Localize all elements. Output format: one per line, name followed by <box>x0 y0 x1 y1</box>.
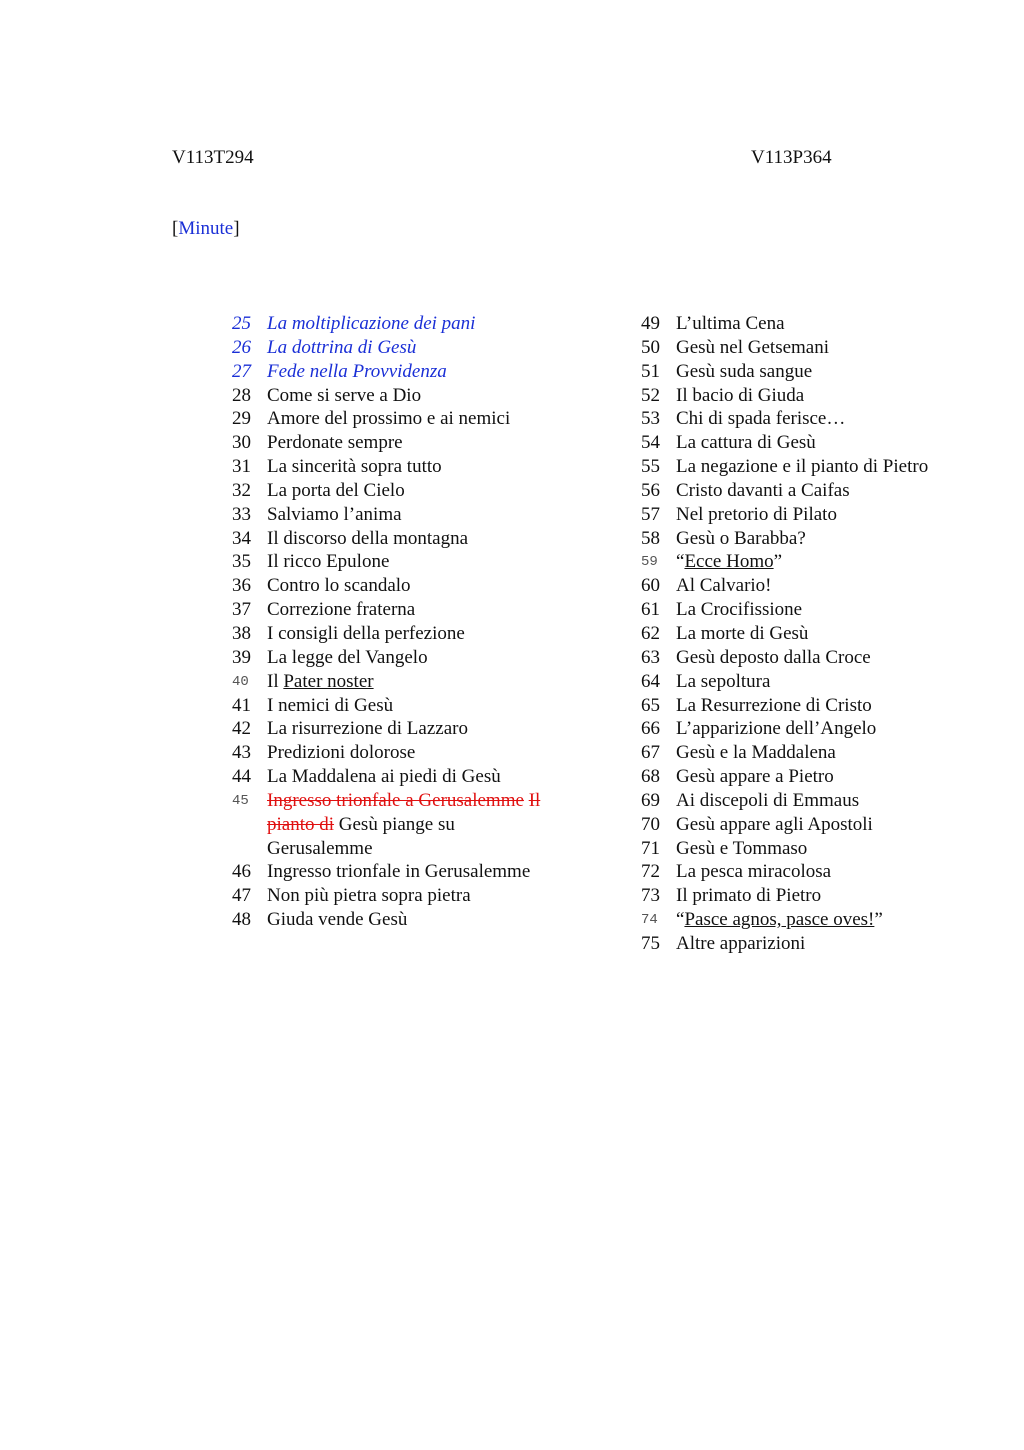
chapter-number: 75 <box>641 932 660 954</box>
underlined-title: Pasce agnos, pasce oves! <box>684 909 875 931</box>
chapter-row <box>641 765 941 789</box>
chapter-row <box>641 479 941 503</box>
chapter-row <box>232 884 562 908</box>
chapter-row <box>641 503 941 527</box>
chapter-title: La Crocifissione <box>676 599 803 621</box>
chapter-row <box>232 908 562 932</box>
bracket-open: [ <box>172 218 179 239</box>
chapter-title: La sepoltura <box>676 670 771 692</box>
chapter-row <box>641 527 941 551</box>
chapter-row <box>641 717 941 741</box>
chapter-row <box>641 646 941 670</box>
chapter-row <box>232 670 562 694</box>
chapter-row <box>232 765 562 789</box>
chapter-number: 66 <box>641 718 660 740</box>
chapter-title: Il discorso della montagna <box>267 527 469 549</box>
chapter-row <box>232 455 562 479</box>
chapter-number: 49 <box>641 313 660 334</box>
chapter-title: Giuda vende Gesù <box>267 909 408 931</box>
deleted-text: Ingresso trionfale a Gerusalemme <box>267 789 524 811</box>
chapter-row <box>641 813 941 837</box>
chapter-title <box>267 670 562 694</box>
chapter-title: Predizioni dolorose <box>267 742 416 764</box>
chapter-number: 73 <box>641 885 660 907</box>
corrected-title: Gesù piange su Gerusalemme <box>267 813 455 859</box>
chapter-number: 63 <box>641 646 660 668</box>
chapter-number: 70 <box>641 813 660 835</box>
chapter-number: 72 <box>641 861 660 883</box>
chapter-row <box>232 503 562 527</box>
chapter-row <box>232 336 562 360</box>
chapter-number: 55 <box>641 456 660 478</box>
chapter-number: 27 <box>232 360 251 382</box>
chapter-row <box>641 360 941 384</box>
chapter-number: 51 <box>641 360 660 382</box>
chapter-number: 50 <box>641 336 660 358</box>
chapter-title: Gesù e la Maddalena <box>676 742 836 764</box>
chapter-row <box>641 789 941 813</box>
chapter-title: La moltiplicazione dei pani <box>267 313 476 334</box>
chapter-number: 34 <box>232 527 251 549</box>
chapter-row <box>641 741 941 765</box>
chapter-title: Gesù appare agli Apostoli <box>676 813 873 835</box>
chapter-title: Nel pretorio di Pilato <box>676 503 837 525</box>
chapter-row <box>232 574 562 598</box>
chapter-title: Salviamo l’anima <box>267 503 402 525</box>
chapter-title: Gesù e Tommaso <box>676 837 808 859</box>
chapter-number: 68 <box>641 766 660 788</box>
chapter-number: 38 <box>232 622 251 644</box>
title-suffix: ” <box>874 909 883 931</box>
chapter-number: 29 <box>232 408 251 430</box>
chapter-row <box>641 384 941 408</box>
chapter-number: 62 <box>641 622 660 644</box>
chapter-row <box>641 884 941 908</box>
chapter-number: 71 <box>641 837 660 859</box>
chapter-number: 31 <box>232 456 251 478</box>
bracket-close: ] <box>233 218 240 239</box>
chapter-number: 69 <box>641 789 660 811</box>
chapter-title: Gesù appare a Pietro <box>676 766 834 788</box>
chapter-title: Altre apparizioni <box>676 932 806 954</box>
chapter-number: 45 <box>232 792 249 809</box>
chapter-row <box>232 550 562 574</box>
chapter-title: I nemici di Gesù <box>267 694 394 716</box>
chapter-row <box>641 455 941 479</box>
chapter-row <box>232 717 562 741</box>
chapter-title: L’apparizione dell’Angelo <box>676 718 877 740</box>
chapter-number: 30 <box>232 432 251 454</box>
section-heading <box>172 217 240 241</box>
chapter-number: 41 <box>232 694 251 716</box>
chapter-number: 52 <box>641 384 660 406</box>
title-suffix: ” <box>773 551 783 573</box>
chapter-number: 60 <box>641 575 660 597</box>
chapter-row <box>232 384 562 408</box>
chapter-title: Contro lo scandalo <box>267 575 411 597</box>
chapter-number: 59 <box>641 554 658 571</box>
chapter-row <box>641 598 941 622</box>
chapter-title: Gesù deposto dalla Croce <box>676 646 871 668</box>
chapter-number: 33 <box>232 503 251 525</box>
chapter-row <box>232 646 562 670</box>
chapter-number: 65 <box>641 694 660 716</box>
chapter-number: 74 <box>641 912 658 929</box>
chapter-title: La legge del Vangelo <box>267 646 428 668</box>
chapter-title <box>267 789 562 861</box>
chapter-row <box>641 336 941 360</box>
chapter-number: 39 <box>232 646 251 668</box>
chapter-title: L’ultima Cena <box>676 313 785 334</box>
chapter-row <box>232 479 562 503</box>
chapter-number: 53 <box>641 408 660 430</box>
chapter-number: 26 <box>232 336 251 358</box>
chapter-number: 37 <box>232 599 251 621</box>
chapter-number: 61 <box>641 599 660 621</box>
chapter-number: 32 <box>232 479 251 501</box>
chapter-row <box>641 431 941 455</box>
chapter-title: Gesù o Barabba? <box>676 527 806 549</box>
chapter-title: Chi di spada ferisce… <box>676 408 846 430</box>
chapter-list-right <box>641 312 941 956</box>
chapter-title: Fede nella Provvidenza <box>267 360 447 382</box>
chapter-title: La risurrezione di Lazzaro <box>267 718 468 740</box>
chapter-title: La dottrina di Gesù <box>267 336 417 358</box>
document-code-left: V113T294 <box>172 147 254 168</box>
chapter-row <box>641 932 941 956</box>
chapter-title: La porta del Cielo <box>267 479 405 501</box>
chapter-row <box>641 550 941 574</box>
chapter-title: La Resurrezione di Cristo <box>676 694 872 716</box>
chapter-row <box>232 360 562 384</box>
chapter-number: 25 <box>232 313 251 334</box>
chapter-number: 56 <box>641 479 660 501</box>
chapter-title: Ai discepoli di Emmaus <box>676 789 860 811</box>
chapter-row <box>232 789 562 861</box>
chapter-title: La cattura di Gesù <box>676 432 816 454</box>
chapter-row <box>641 622 941 646</box>
chapter-row <box>641 908 941 932</box>
chapter-title: Il primato di Pietro <box>676 885 822 907</box>
chapter-title: La morte di Gesù <box>676 622 809 644</box>
chapter-row <box>641 860 941 884</box>
chapter-row <box>232 527 562 551</box>
chapter-row <box>232 860 562 884</box>
chapter-title: Gesù nel Getsemani <box>676 336 830 358</box>
chapter-title: Amore del prossimo e ai nemici <box>267 408 511 430</box>
chapter-title: Il ricco Epulone <box>267 551 390 573</box>
chapter-title: I consigli della perfezione <box>267 622 465 644</box>
chapter-number: 35 <box>232 551 251 573</box>
chapter-number: 42 <box>232 718 251 740</box>
chapter-title: La pesca miracolosa <box>676 861 832 883</box>
chapter-title: Non più pietra sopra pietra <box>267 885 471 907</box>
chapter-number: 67 <box>641 742 660 764</box>
chapter-number: 58 <box>641 527 660 549</box>
chapter-title: Correzione fraterna <box>267 599 416 621</box>
chapter-list-left <box>232 312 562 932</box>
chapter-number: 40 <box>232 673 249 690</box>
chapter-title: La sincerità sopra tutto <box>267 456 442 478</box>
chapter-number: 28 <box>232 384 251 406</box>
chapter-title: Il bacio di Giuda <box>676 384 805 406</box>
chapter-title <box>676 550 941 574</box>
chapter-title <box>676 908 941 932</box>
deleted-text: Il pianto di <box>267 789 541 835</box>
chapter-number: 64 <box>641 670 660 692</box>
chapter-number: 43 <box>232 742 251 764</box>
chapter-row <box>641 312 941 336</box>
chapter-title: La negazione e il pianto di Pietro <box>676 456 929 478</box>
chapter-row <box>232 312 562 336</box>
chapter-row <box>641 574 941 598</box>
chapter-row <box>641 670 941 694</box>
chapter-number: 44 <box>232 766 251 788</box>
chapter-row <box>641 694 941 718</box>
chapter-row <box>232 622 562 646</box>
chapter-number: 36 <box>232 575 251 597</box>
chapter-row <box>232 431 562 455</box>
chapter-title: Cristo davanti a Caifas <box>676 479 850 501</box>
chapter-number: 47 <box>232 885 251 907</box>
chapter-row <box>641 837 941 861</box>
underlined-title: Pater noster <box>283 670 374 692</box>
chapter-title: Come si serve a Dio <box>267 384 422 406</box>
title-prefix: Il <box>267 670 284 692</box>
chapter-row <box>232 407 562 431</box>
chapter-title: Ingresso trionfale in Gerusalemme <box>267 861 531 883</box>
chapter-number: 54 <box>641 432 660 454</box>
chapter-number: 46 <box>232 861 251 883</box>
chapter-title: Al Calvario! <box>676 575 772 597</box>
title-prefix: “ <box>676 909 685 931</box>
chapter-title: Gesù suda sangue <box>676 360 813 382</box>
document-code-right: V113P364 <box>751 147 832 168</box>
title-prefix: “ <box>676 551 685 573</box>
chapter-row <box>232 741 562 765</box>
chapter-row <box>232 598 562 622</box>
chapter-title: La Maddalena ai piedi di Gesù <box>267 766 501 788</box>
chapter-row <box>232 694 562 718</box>
chapter-number: 48 <box>232 909 251 931</box>
section-label: Minute <box>178 218 234 239</box>
chapter-row <box>641 407 941 431</box>
chapter-number: 57 <box>641 503 660 525</box>
underlined-title: Ecce Homo <box>684 551 774 573</box>
chapter-title: Perdonate sempre <box>267 432 403 454</box>
